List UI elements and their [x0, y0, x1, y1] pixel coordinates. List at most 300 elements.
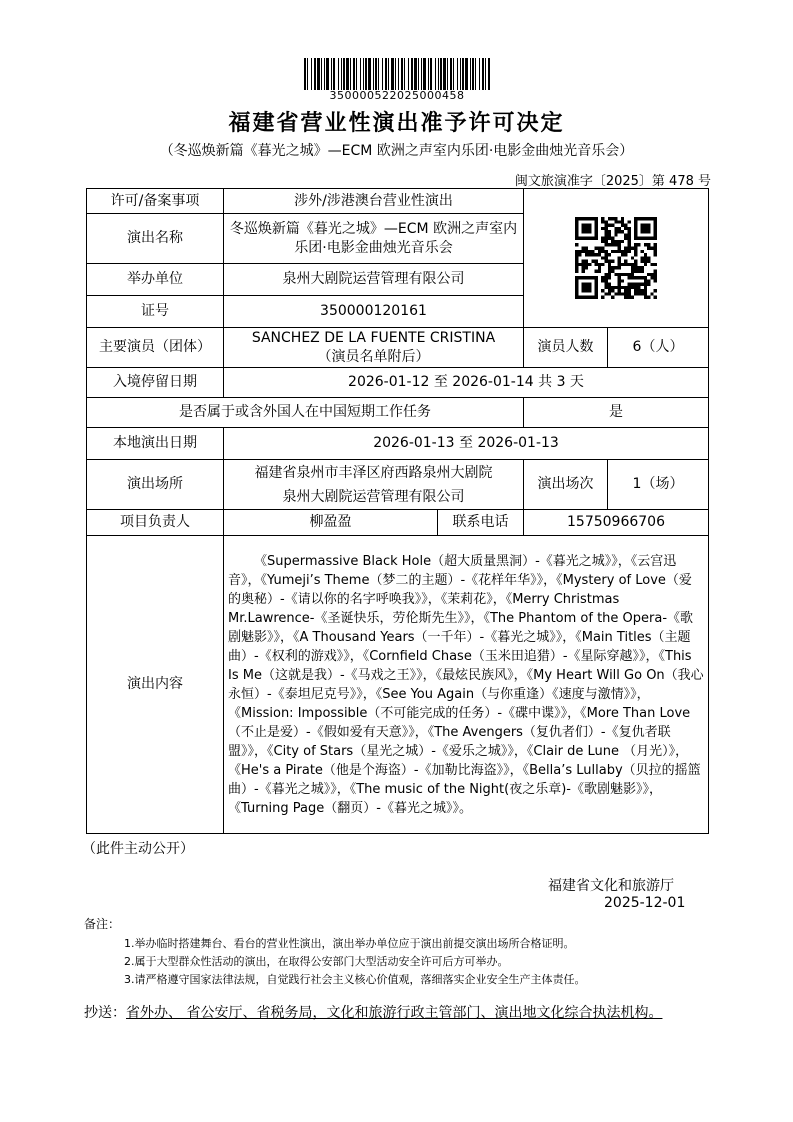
qr-module	[608, 224, 611, 227]
barcode-bar	[395, 58, 396, 90]
qr-module	[650, 292, 653, 295]
qr-module	[627, 296, 630, 299]
qr-module	[611, 224, 614, 227]
qr-module	[608, 273, 611, 276]
barcode-bar	[388, 58, 389, 90]
qr-module	[634, 266, 637, 269]
qr-module	[634, 243, 637, 246]
qr-module	[598, 263, 601, 266]
qr-module	[588, 250, 591, 253]
qr-module	[637, 276, 640, 279]
qr-module	[608, 276, 611, 279]
qr-module	[611, 296, 614, 299]
qr-module	[608, 253, 611, 256]
barcode-bar	[479, 58, 480, 90]
qr-module	[621, 217, 624, 220]
qr-module	[582, 266, 585, 269]
qr-module	[598, 247, 601, 250]
qr-module	[601, 247, 604, 250]
qr-module	[598, 253, 601, 256]
qr-module	[641, 237, 644, 240]
barcode-bar	[460, 58, 461, 90]
qr-module	[588, 263, 591, 266]
qr-module	[614, 273, 617, 276]
qr-module	[650, 263, 653, 266]
qr-module	[585, 230, 588, 233]
qr-module	[631, 283, 634, 286]
qr-module	[644, 224, 647, 227]
qr-module	[654, 227, 657, 230]
show-name-value: 冬巡焕新篇《暮光之城》—ECM 欧洲之声室内乐团·电影金曲烛光音乐会	[224, 214, 524, 264]
qr-module	[634, 220, 637, 223]
qr-module	[605, 283, 608, 286]
table-row	[87, 428, 709, 460]
qr-module	[654, 250, 657, 253]
qr-module	[611, 286, 614, 289]
qr-module	[644, 260, 647, 263]
document-number: 闽文旅演准字〔2025〕第 478 号	[514, 174, 711, 189]
qr-module	[605, 286, 608, 289]
venue-value: 福建省泉州市丰泽区府西路泉州大剧院	[254, 464, 493, 481]
qr-module	[608, 269, 611, 272]
qr-module	[618, 240, 621, 243]
venue-label: 演出场所	[87, 460, 224, 510]
qr-module	[611, 243, 614, 246]
qr-module	[624, 296, 627, 299]
qr-module	[637, 269, 640, 272]
qr-module	[637, 243, 640, 246]
qr-module	[608, 260, 611, 263]
qr-module	[627, 292, 630, 295]
qr-module	[618, 289, 621, 292]
barcode-bar	[398, 58, 399, 90]
qr-module	[634, 233, 637, 236]
qr-module	[582, 283, 585, 286]
qr-module	[588, 224, 591, 227]
qr-module	[614, 220, 617, 223]
qr-module	[582, 217, 585, 220]
qr-module	[637, 237, 640, 240]
qr-module	[644, 256, 647, 259]
barcode-bar	[341, 58, 342, 90]
qr-module	[575, 269, 578, 272]
qr-module	[608, 266, 611, 269]
qr-module	[578, 296, 581, 299]
qr-module	[637, 292, 640, 295]
qr-module	[634, 269, 637, 272]
venue-cell	[224, 460, 524, 510]
qr-module	[631, 269, 634, 272]
manager-label: 项目负责人	[87, 510, 224, 536]
qr-module	[627, 233, 630, 236]
barcode-bar	[447, 58, 448, 90]
qr-module	[605, 220, 608, 223]
qr-module	[578, 253, 581, 256]
qr-module	[614, 243, 617, 246]
qr-module	[644, 286, 647, 289]
qr-module	[637, 286, 640, 289]
qr-module	[582, 227, 585, 230]
barcode-bar	[350, 58, 351, 90]
qr-module	[611, 250, 614, 253]
qr-module	[605, 279, 608, 282]
barcode-bar	[304, 58, 306, 90]
venue-operator: 泉州大剧院运营管理有限公司	[282, 488, 465, 505]
qr-module	[644, 243, 647, 246]
qr-module	[631, 266, 634, 269]
barcode-bar	[414, 58, 417, 90]
qr-module	[601, 289, 604, 292]
barcode-bar	[382, 58, 383, 90]
qr-module	[614, 240, 617, 243]
qr-module	[654, 237, 657, 240]
qr-module	[621, 250, 624, 253]
qr-module	[631, 286, 634, 289]
qr-module	[618, 273, 621, 276]
table-row	[87, 460, 709, 510]
qr-module	[627, 250, 630, 253]
qr-module	[595, 296, 598, 299]
qr-module	[588, 217, 591, 220]
qr-module	[614, 250, 617, 253]
qr-module	[575, 286, 578, 289]
barcode-bar	[343, 58, 345, 90]
qr-module	[595, 227, 598, 230]
qr-module	[605, 224, 608, 227]
qr-module	[618, 250, 621, 253]
qr-module	[595, 276, 598, 279]
qr-module	[647, 237, 650, 240]
barcode-bar	[404, 58, 405, 90]
organizer-value: 泉州大剧院运营管理有限公司	[224, 264, 524, 296]
qr-module	[578, 263, 581, 266]
qr-module	[585, 260, 588, 263]
qr-module	[637, 289, 640, 292]
qr-module	[644, 279, 647, 282]
qr-module	[621, 263, 624, 266]
qr-module	[575, 296, 578, 299]
qr-module	[605, 276, 608, 279]
qr-module	[608, 233, 611, 236]
qr-module	[631, 296, 634, 299]
barcode-bar	[475, 58, 476, 90]
qr-module	[598, 266, 601, 269]
barcode-bar	[482, 58, 484, 90]
qr-module	[605, 250, 608, 253]
qr-module	[634, 227, 637, 230]
qr-module	[575, 266, 578, 269]
qr-module	[618, 247, 621, 250]
qr-module	[601, 217, 604, 220]
qr-module	[614, 292, 617, 295]
qr-module	[585, 253, 588, 256]
performer-count-value: 6（人）	[608, 328, 709, 368]
qr-module	[637, 266, 640, 269]
qr-module	[644, 237, 647, 240]
qr-module	[605, 256, 608, 259]
qr-module	[605, 273, 608, 276]
barcode-bar	[378, 58, 379, 90]
qr-module	[595, 253, 598, 256]
qr-module	[654, 224, 657, 227]
barcode-bar	[457, 58, 458, 90]
qr-module	[644, 217, 647, 220]
qr-module	[575, 224, 578, 227]
qr-module	[650, 273, 653, 276]
qr-module	[578, 276, 581, 279]
barcode-bar	[421, 58, 422, 90]
qr-module	[605, 240, 608, 243]
qr-module	[575, 250, 578, 253]
qr-module	[591, 253, 594, 256]
qr-module	[601, 250, 604, 253]
qr-module	[605, 260, 608, 263]
qr-module	[644, 276, 647, 279]
qr-module	[575, 276, 578, 279]
qr-module	[618, 243, 621, 246]
qr-module	[575, 256, 578, 259]
public-note: （此件主动公开）	[82, 841, 194, 857]
cert-no-value: 350000120161	[224, 296, 524, 328]
qr-module	[627, 247, 630, 250]
qr-module	[591, 260, 594, 263]
show-name-label: 演出名称	[87, 214, 224, 264]
qr-module	[624, 227, 627, 230]
document-title: 福建省营业性演出准予许可决定	[228, 110, 565, 136]
qr-module	[608, 237, 611, 240]
barcode-bar	[321, 58, 322, 90]
qr-module	[605, 253, 608, 256]
qr-module	[641, 224, 644, 227]
qr-module	[591, 276, 594, 279]
qr-module	[624, 286, 627, 289]
qr-module	[578, 237, 581, 240]
qr-module	[595, 292, 598, 295]
document-subtitle: （冬巡焕新篇《暮光之城》—ECM 欧洲之声室内乐团·电影金曲烛光音乐会）	[159, 143, 634, 159]
qr-module	[618, 279, 621, 282]
qr-module	[654, 279, 657, 282]
qr-module	[647, 247, 650, 250]
qr-module	[618, 227, 621, 230]
qr-module	[641, 217, 644, 220]
barcode-bar	[373, 58, 374, 90]
qr-module	[585, 237, 588, 240]
manager-value: 柳盈盈	[224, 510, 438, 536]
qr-module	[575, 220, 578, 223]
qr-module	[575, 230, 578, 233]
qr-module	[605, 292, 608, 295]
barcode-bar	[443, 58, 446, 90]
barcode-bar	[401, 58, 403, 90]
barcode-bar	[375, 58, 377, 90]
qr-module	[634, 289, 637, 292]
barcode-bar	[353, 58, 355, 90]
qr-module	[641, 289, 644, 292]
qr-module	[591, 250, 594, 253]
qr-module	[654, 233, 657, 236]
qr-module	[650, 237, 653, 240]
qr-module	[627, 263, 630, 266]
qr-module	[627, 286, 630, 289]
qr-module	[614, 286, 617, 289]
qr-module	[644, 283, 647, 286]
cc-label: 抄送：	[84, 1005, 126, 1021]
qr-module	[618, 266, 621, 269]
cert-no-label: 证号	[87, 296, 224, 328]
qr-module	[650, 276, 653, 279]
show-count-label: 演出场次	[524, 460, 608, 510]
local-dates-label: 本地演出日期	[87, 428, 224, 460]
barcode-bar	[470, 58, 471, 90]
qr-module	[634, 230, 637, 233]
qr-module	[605, 233, 608, 236]
table-row	[87, 510, 709, 536]
qr-module	[624, 263, 627, 266]
barcode-bar	[435, 58, 436, 90]
qr-module	[585, 289, 588, 292]
cc-list	[84, 1004, 714, 1022]
qr-module	[637, 217, 640, 220]
barcode-bar	[440, 58, 442, 90]
qr-module	[608, 263, 611, 266]
qr-module	[641, 276, 644, 279]
qr-module	[627, 243, 630, 246]
qr-module	[618, 260, 621, 263]
qr-module	[582, 247, 585, 250]
qr-module	[647, 227, 650, 230]
remark-item: 3.请严格遵守国家法律法规，自觉践行社会主义核心价值观，落细落实企业安全生产主体责任。	[124, 973, 586, 986]
qr-module	[624, 233, 627, 236]
qr-module	[585, 224, 588, 227]
qr-module	[621, 273, 624, 276]
qr-module	[631, 263, 634, 266]
barcode-bar	[385, 58, 387, 90]
barcode-bar	[450, 58, 452, 90]
qr-module	[588, 276, 591, 279]
main-performer-name: SANCHEZ DE LA FUENTE CRISTINA	[251, 329, 496, 346]
qr-module	[575, 283, 578, 286]
qr-module	[582, 269, 585, 272]
barcode-bar	[356, 58, 357, 90]
qr-module	[591, 237, 594, 240]
table-row	[87, 398, 709, 428]
qr-module	[588, 283, 591, 286]
qr-module	[601, 276, 604, 279]
qr-module	[601, 296, 604, 299]
qr-module	[614, 266, 617, 269]
qr-module	[654, 253, 657, 256]
qr-module	[621, 240, 624, 243]
table-row	[87, 328, 709, 368]
qr-module	[585, 286, 588, 289]
qr-module	[595, 283, 598, 286]
qr-module	[654, 289, 657, 292]
qr-module	[595, 217, 598, 220]
qr-module	[621, 292, 624, 295]
qr-module	[595, 289, 598, 292]
qr-module	[634, 292, 637, 295]
qr-module	[647, 256, 650, 259]
remarks-label: 备注：	[84, 917, 121, 931]
qr-module	[621, 220, 624, 223]
barcode-bar	[314, 58, 316, 90]
qr-module	[601, 256, 604, 259]
qr-module	[605, 237, 608, 240]
qr-module	[634, 237, 637, 240]
show-count-value: 1（场）	[608, 460, 709, 510]
main-performer-cell	[224, 328, 524, 368]
qr-module	[595, 233, 598, 236]
qr-module	[631, 273, 634, 276]
qr-module	[624, 247, 627, 250]
qr-module	[644, 296, 647, 299]
qr-module	[591, 296, 594, 299]
qr-module	[618, 263, 621, 266]
short-term-work-label: 是否属于或含外国人在中国短期工作任务	[87, 398, 524, 428]
qr-module	[634, 263, 637, 266]
qr-module	[585, 296, 588, 299]
qr-module	[641, 250, 644, 253]
qr-module	[624, 224, 627, 227]
qr-module	[634, 217, 637, 220]
qr-module	[585, 263, 588, 266]
qr-module	[634, 276, 637, 279]
qr-module	[647, 224, 650, 227]
qr-module	[624, 292, 627, 295]
barcode-bar	[462, 58, 464, 90]
qr-module	[654, 230, 657, 233]
qr-module	[608, 283, 611, 286]
qr-module	[595, 260, 598, 263]
qr-module	[624, 273, 627, 276]
qr-module	[601, 227, 604, 230]
qr-module	[614, 227, 617, 230]
qr-module	[654, 263, 657, 266]
qr-module	[627, 273, 630, 276]
qr-module	[647, 243, 650, 246]
barcode-bar	[333, 58, 335, 90]
content-value: 《Supermassive Black Hole（超大质量黑洞）-《暮光之城》》，《云宫迅音》，《Yumeji’s Theme（梦二的主题）-《花样年华》》，《Mystery of Love（爱的奥秘）-《请以你的名字呼唤我》》，《茉莉花》，《Merry Christmas Mr.Lawrence-《圣诞快乐，劳伦斯先生》》，《The Phantom of the Opera-《歌剧魅影》》，《A Thousand Years（一千年）-《暮光之城》》，《Main Titles（主题曲）-《权利的游戏》》，《Cornfield Chase（玉米田追猎）-《星际穿越》》，《This Is Me（这就是我）-《马戏之王》》，《最炫民族风》，《My Heart Will Go On（我心永恒）-《泰坦尼克号》》，《See You Again（与你重逢）《速度与激情》》，《Mission: Impossible（不可能完成的任务）-《碟中谍》》，《More Than Love（不止是爱）-《假如爱有天意》》，《The Avengers（复仇者们）-《复仇者联盟》》，《City of Stars（星光之城）-《爱乐之城》》，《Clair de Lune （月光）》，《He's a Pirate（他是个海盗）-《加勒比海盗》》，《Bella’s Lullaby（贝拉的摇篮曲）-《暮光之城》》，《The music of the Night(夜之乐章)-《歌剧魅影》》，《Turning Page（翻页）-《暮光之城》》。	[224, 536, 709, 834]
barcode-bar	[365, 58, 367, 90]
qr-module	[585, 227, 588, 230]
qr-module	[575, 227, 578, 230]
qr-module	[647, 230, 650, 233]
qr-module	[654, 269, 657, 272]
qr-module	[624, 260, 627, 263]
qr-module	[618, 256, 621, 259]
qr-module	[654, 247, 657, 250]
barcode-bar	[465, 58, 468, 90]
qr-module	[624, 253, 627, 256]
barcode-bar	[488, 58, 490, 90]
qr-module	[627, 230, 630, 233]
qr-module	[582, 263, 585, 266]
qr-module	[641, 260, 644, 263]
qr-module	[611, 269, 614, 272]
qr-module	[591, 217, 594, 220]
qr-module	[627, 289, 630, 292]
barcode-bar	[453, 58, 454, 90]
qr-module	[654, 243, 657, 246]
license-type-label: 许可/备案事项	[87, 189, 224, 214]
qr-module	[585, 250, 588, 253]
qr-module	[621, 286, 624, 289]
qr-module	[621, 279, 624, 282]
main-performer-note: （演员名单附后）	[317, 348, 430, 365]
qr-module	[588, 289, 591, 292]
qr-module	[595, 230, 598, 233]
qr-module	[588, 230, 591, 233]
